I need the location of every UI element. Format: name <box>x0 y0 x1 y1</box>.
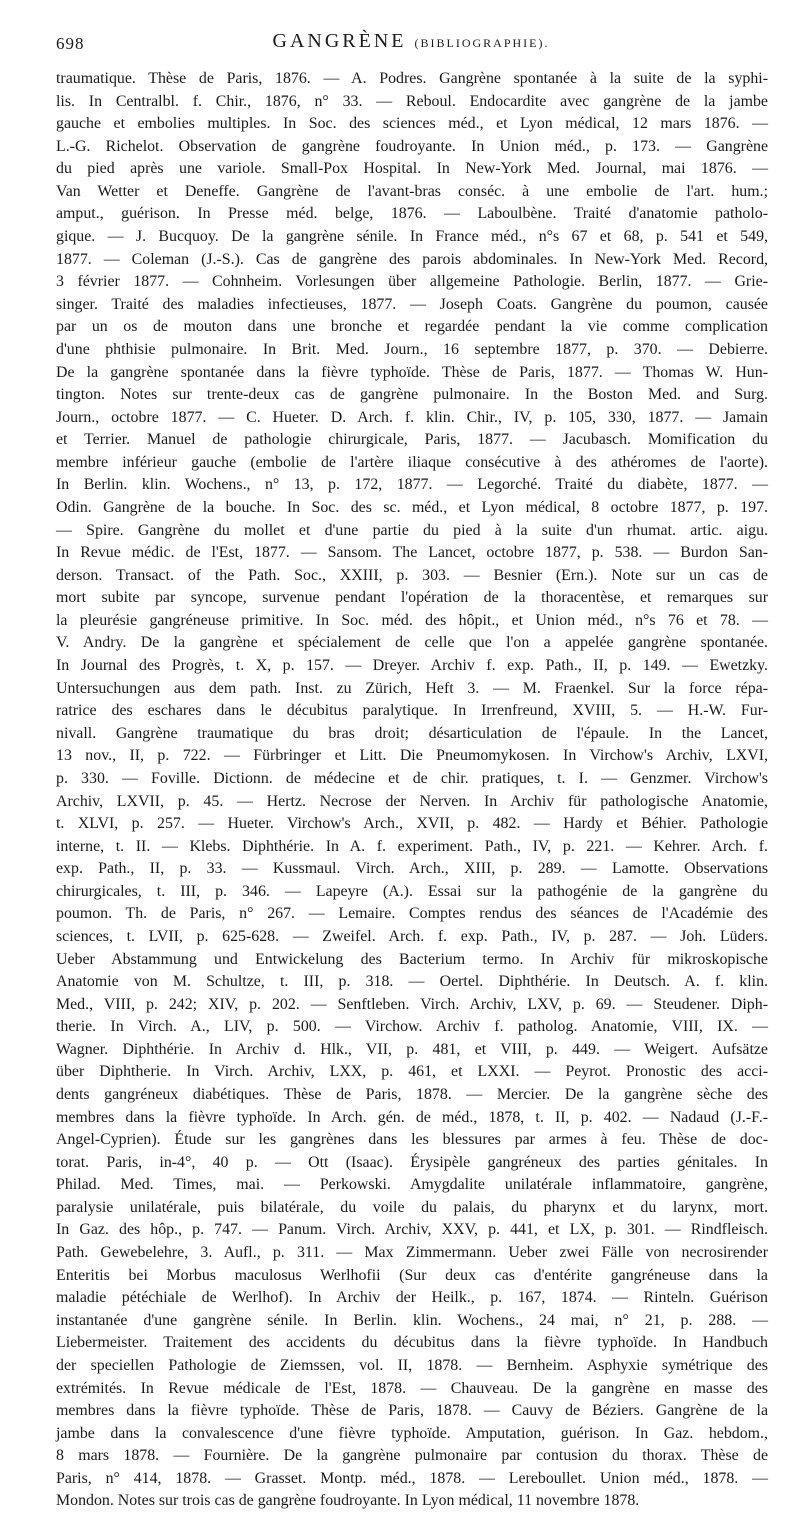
running-head-title: GANGRÈNE <box>272 30 407 52</box>
text-line: jambe dans la convalescence d'une fièvre typhoïde. Amputation, guérison. In Gaz. hebdom., <box>56 1424 768 1442</box>
text-line: p. 330. — Foville. Dictionn. de médecine et de chir. pratiques, t. I. — Genzmer. Virchow's <box>56 769 768 787</box>
text-line: V. Andry. De la gangrène et spécialement de celle que l'on a appelée gangrène spontanée. <box>56 634 768 652</box>
text-line: sciences, t. LVII, p. 625-628. — Zweifel. Arch. f. exp. Path., IV, p. 287. — Joh. Lüders. <box>56 927 768 945</box>
text-line: 8 mars 1878. — Fournière. De la gangrène pulmonaire par contusion du thorax. Thèse de <box>56 1447 768 1465</box>
text-line: der speciellen Pathologie de Ziemssen, vol. II, 1878. — Bernheim. Asphyxie symétrique des <box>56 1356 768 1374</box>
text-line: Wagner. Diphthérie. In Archiv d. Hlk., VII, p. 481, et VIII, p. 449. — Weigert. Aufsätze <box>56 1040 768 1058</box>
text-line: Ueber Abstammung und Entwickelung des Bacterium termo. In Archiv für mikroskopische <box>56 950 768 968</box>
text-line: über Diphtherie. In Virch. Archiv, LXX, p. 461, et LXXI. — Peyrot. Pronostic des acci- <box>56 1063 768 1081</box>
text-line: gauche et embolies multiples. In Soc. des sciences méd., et Lyon médical, 12 mars 1876. — <box>56 115 768 133</box>
text-line: instantanée d'une gangrène sénile. In Berlin. klin. Wochens., 24 mai, n° 21, p. 288. — <box>56 1311 768 1329</box>
text-line: interne, t. II. — Klebs. Diphthérie. In A. f. experiment. Path., IV, p. 221. — Kehrer. Arch. f. <box>56 837 768 855</box>
text-line: In Berlin. klin. Wochens., n° 13, p. 172, 1877. — Legorché. Traité du diabète, 1877. — <box>56 476 768 494</box>
text-line: singer. Traité des maladies infectieuses, 1877. — Joseph Coats. Gangrène du poumon, causée <box>56 295 768 313</box>
text-line: amput., guérison. In Presse méd. belge, 1876. — Laboulbène. Traité d'anatomie patholo- <box>56 205 768 223</box>
text-line: Paris, n° 414, 1878. — Grasset. Montp. méd., 1878. — Lereboullet. Union méd., 1878. — <box>56 1469 768 1487</box>
text-line: traumatique. Thèse de Paris, 1876. — A. Podres. Gangrène spontanée à la suite de la syphi- <box>56 70 768 87</box>
text-line: dents gangréneux diabétiques. Thèse de Paris, 1878. — Mercier. De la gangrène sèche des <box>56 1086 768 1104</box>
text-line: Odin. Gangrène de la bouche. In Soc. des sc. méd., et Lyon médical, 8 octobre 1877, p. 197. <box>56 498 768 516</box>
text-line: Liebermeister. Traitement des accidents du décubitus dans la fièvre typhoïde. In Handbuch <box>56 1334 768 1352</box>
text-line: Philad. Med. Times, mai. — Perkowski. Amygdalite unilatérale inflammatoire, gangrène, <box>56 1176 768 1194</box>
running-head <box>56 30 766 53</box>
text-line: la pleurésie gangréneuse primitive. In Soc. méd. des hôpit., et Union méd., n°s 76 et 78. — <box>56 611 768 629</box>
text-line: mort subite par syncope, survenue pendant l'opération de la thoracentèse, et remarques sur <box>56 589 768 607</box>
text-line: tington. Notes sur trente-deux cas de gangrène pulmonaire. In the Boston Med. and Surg. <box>56 386 768 404</box>
text-line: d'une phthisie pulmonaire. In Brit. Med. Journ., 16 septembre 1877, p. 370. — Debierre. <box>56 340 768 358</box>
text-line: L.-G. Richelot. Observation de gangrène foudroyante. In Union méd., p. 173. — Gangrène <box>56 137 768 155</box>
text-line: nivall. Gangrène traumatique du bras droit; désarticulation de l'épaule. In the Lancet, <box>56 724 768 742</box>
text-line: extrémités. In Revue médicale de l'Est, 1878. — Chauveau. De la gangrène en masse des <box>56 1379 768 1397</box>
text-line: Angel-Cyprien). Étude sur les gangrènes dans les blessures par armes à feu. Thèse de doc- <box>56 1131 768 1149</box>
text-line: torat. Paris, in-4°, 40 p. — Ott (Isaac). Érysipèle gangréneux des parties génitales. In <box>56 1153 768 1171</box>
text-line: — Spire. Gangrène du mollet et d'une partie du pied à la suite d'un rhumat. artic. aigu. <box>56 521 768 539</box>
running-head-subtitle: (BIBLIOGRAPHIE). <box>414 36 550 50</box>
text-line: 3 février 1877. — Cohnheim. Vorlesungen über allgemeine Pathologie. Berlin, 1877. — Grie- <box>56 273 768 291</box>
text-line: maladie pétéchiale de Werlhof). In Archiv der Heilk., p. 167, 1874. — Rinteln. Guérison <box>56 1289 768 1307</box>
text-line: Path. Gewebelehre, 3. Aufl., p. 311. — Max Zimmermann. Ueber zwei Fälle von necrosirender <box>56 1244 768 1262</box>
text-line: Anatomie von M. Schultze, t. III, p. 318. — Oertel. Diphthérie. In Deutsch. A. f. klin. <box>56 973 768 991</box>
text-line: De la gangrène spontanée dans la fièvre typhoïde. Thèse de Paris, 1877. — Thomas W. Hun- <box>56 363 768 381</box>
bibliography-text <box>56 68 768 1513</box>
text-line: lis. In Centralbl. f. Chir., 1876, n° 33. — Reboul. Endocardite avec gangrène de la jambe <box>56 92 768 110</box>
text-line: 1877. — Coleman (J.-S.). Cas de gangrène des parois abdominales. In New-York Med. Record, <box>56 250 768 268</box>
text-line: t. XLVI, p. 257. — Hueter. Virchow's Arch., XVII, p. 482. — Hardy et Béhier. Pathologie <box>56 815 768 833</box>
text-line: derson. Transact. of the Path. Soc., XXIII, p. 303. — Besnier (Ern.). Note sur un cas de <box>56 566 768 584</box>
text-line: gique. — J. Bucquoy. De la gangrène sénile. In France méd., n°s 67 et 68, p. 541 et 549, <box>56 228 768 246</box>
text-line: membre inférieur gauche (embolie de l'artère iliaque consécutive à des athéromes de l'aorte). <box>56 453 768 471</box>
text-line: paralysie unilatérale, puis bilatérale, du voile du palais, du pharynx et du larynx, mort. <box>56 1198 768 1216</box>
text-line: ratrice des eschares dans le décubitus paralytique. In Irrenfreund, XVIII, 5. — H.-W. Fur- <box>56 702 768 720</box>
text-line: Mondon. Notes sur trois cas de gangrène foudroyante. In Lyon médical, 11 novembre 1878. <box>56 1492 640 1510</box>
text-line: Van Wetter et Deneffe. Gangrène de l'avant-bras conséc. à une embolie de l'art. hum.; <box>56 182 768 200</box>
text-line: poumon. Th. de Paris, n° 267. — Lemaire. Comptes rendus des séances de l'Académie des <box>56 905 768 923</box>
text-line: par un os de mouton dans une bronche et regardée pendant la vie comme complication <box>56 318 768 336</box>
text-line: Untersuchungen aus dem path. Inst. zu Zürich, Heft 3. — M. Fraenkel. Sur la force répa- <box>56 679 768 697</box>
text-line: In Gaz. des hôp., p. 747. — Panum. Virch. Archiv, XXV, p. 441, et LX, p. 301. — Rindfleisch. <box>56 1221 768 1239</box>
text-line: Journ., octobre 1877. — C. Hueter. D. Arch. f. klin. Chir., IV, p. 105, 330, 1877. — Jamain <box>56 408 768 426</box>
text-line: Archiv, LXVII, p. 45. — Hertz. Necrose der Nerven. In Archiv für pathologische Anatomie, <box>56 792 768 810</box>
text-line: In Journal des Progrès, t. X, p. 157. — Dreyer. Archiv f. exp. Path., II, p. 149. — Ewetzky. <box>56 657 768 675</box>
text-line: 13 nov., II, p. 722. — Fürbringer et Litt. Die Pneumomykosen. In Virchow's Archiv, LXVI, <box>56 747 768 765</box>
text-line: chirurgicales, t. III, p. 346. — Lapeyre (A.). Essai sur la pathogénie de la gangrène du <box>56 882 768 900</box>
text-line: du pied après une variole. Small-Pox Hospital. In New-York Med. Journal, mai 1876. — <box>56 160 768 178</box>
text-line: et Terrier. Manuel de pathologie chirurgicale, Paris, 1877. — Jacubasch. Momification du <box>56 431 768 449</box>
text-line: Enteritis bei Morbus maculosus Werlhofii (Sur deux cas d'entérite gangréneuse dans la <box>56 1266 768 1284</box>
text-line: membres dans la fièvre typhoïde. Thèse de Paris, 1878. — Cauvy de Béziers. Gangrène de la <box>56 1402 768 1420</box>
text-line: therie. In Virch. A., LIV, p. 500. — Virchow. Archiv f. patholog. Anatomie, VIII, IX. — <box>56 1018 768 1036</box>
text-line: membres dans la fièvre typhoïde. In Arch. gén. de méd., 1878, t. II, p. 402. — Nadaud (J.-F.- <box>56 1108 768 1126</box>
text-line: Med., VIII, p. 242; XIV, p. 202. — Senftleben. Virch. Archiv, LXV, p. 69. — Steudener. Diph- <box>56 995 768 1013</box>
text-line: In Revue médic. de l'Est, 1877. — Sansom. The Lancet, octobre 1877, p. 538. — Burdon San- <box>56 544 768 562</box>
page-header <box>56 28 766 58</box>
page-number: 698 <box>56 34 85 53</box>
text-line: exp. Path., II, p. 33. — Kussmaul. Virch. Arch., XIII, p. 289. — Lamotte. Observations <box>56 860 768 878</box>
